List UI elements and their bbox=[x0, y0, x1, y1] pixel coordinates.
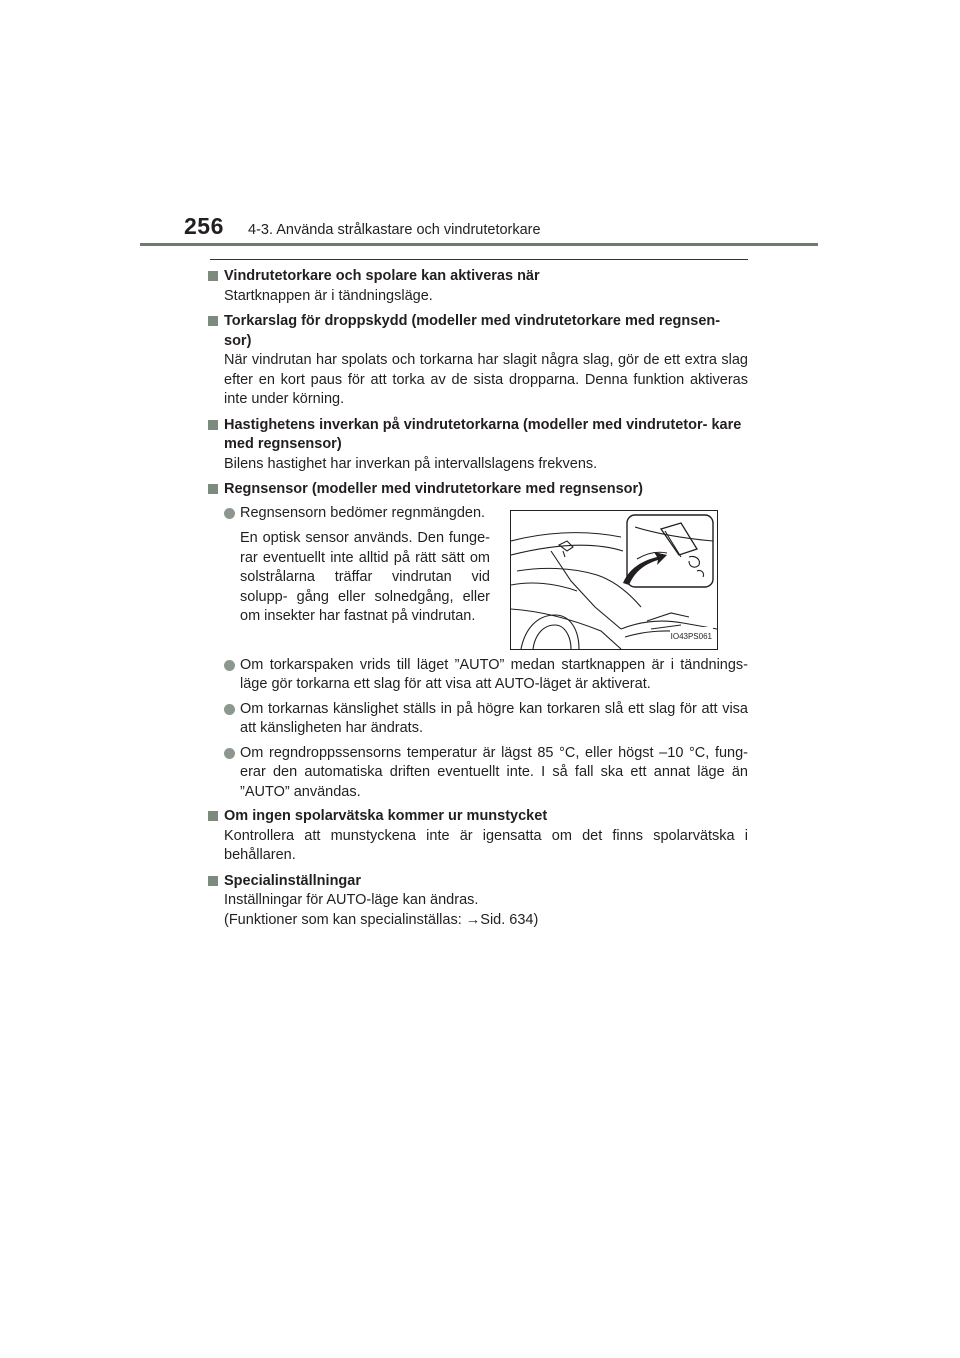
square-bullet-icon bbox=[208, 271, 218, 281]
page-number: 256 bbox=[184, 213, 224, 239]
section-body: När vindrutan har spolats och torkarna har slagit några slag, gör de ett extra slag efter en kort paus för att torka av de sista dropparna. Denna funktion aktiveras inte under körning. bbox=[224, 352, 748, 407]
header-rule bbox=[140, 243, 818, 246]
section-speed-influence bbox=[208, 416, 748, 475]
section-wiper-activation bbox=[208, 267, 748, 306]
square-bullet-icon bbox=[208, 316, 218, 326]
list-item: Regnsensorn bedömer regnmängden. bbox=[224, 504, 490, 524]
section-heading: Torkarslag för droppskydd (modeller med vindrutetorkare med regnsen- sor) bbox=[224, 313, 721, 349]
section-heading: Specialinställningar bbox=[224, 872, 361, 889]
section-rain-sensor bbox=[208, 480, 748, 500]
square-bullet-icon bbox=[208, 420, 218, 430]
content-rule bbox=[210, 259, 748, 260]
section-heading: Om ingen spolarvätska kommer ur munstycket bbox=[224, 808, 548, 824]
page-reference-link[interactable]: (Funktioner som kan specialinställas: →Sid. 634) bbox=[224, 911, 539, 928]
list-item: Om torkarnas känslighet ställs in på högre kan torkaren slå ett slag för att visa att känsligheten har ändrats. bbox=[208, 700, 748, 739]
square-bullet-icon bbox=[208, 876, 218, 886]
section-heading: Hastighetens inverkan på vindrutetorkarna (modeller med vindrutetor- kare med regnsensor) bbox=[224, 416, 742, 452]
figure-code: IO43PS061 bbox=[670, 627, 713, 647]
section-heading: Regnsensor (modeller med vindrutetorkare med regnsensor) bbox=[224, 481, 643, 497]
rain-sensor-illustration bbox=[510, 510, 718, 650]
round-bullet-icon bbox=[224, 704, 235, 715]
section-body: Startknappen är i tändningsläge. bbox=[224, 287, 433, 304]
section-body: Kontrollera att munstyckena inte är igensatta om det finns spolarvätska i behållaren. bbox=[224, 827, 748, 863]
section-body bbox=[208, 891, 748, 930]
sensor-detail-text: En optisk sensor används. Den funge- rar eventuellt inte alltid på rätt sätt om solstrålarna träffar vindrutan vid solupp- gång eller solnedgång, eller om insekter har fastnat på vindrutan. bbox=[240, 530, 490, 624]
square-bullet-icon bbox=[208, 811, 218, 821]
special-line: Inställningar för AUTO-läge kan ändras. bbox=[224, 892, 479, 908]
section-title: 4-3. Använda strålkastare och vindrutetorkare bbox=[248, 222, 541, 238]
list-item: Om regndroppssensorns temperatur är lägst 85 °C, eller högst –10 °C, fung- erar den automatiska driften eventuellt inte. I så fall ska ett annat läge än ”AUTO” användas. bbox=[208, 744, 748, 803]
round-bullet-icon bbox=[224, 748, 235, 759]
section-no-washer-fluid bbox=[208, 807, 748, 866]
round-bullet-icon bbox=[224, 660, 235, 671]
section-heading: Vindrutetorkare och spolare kan aktiveras när bbox=[224, 268, 540, 284]
section-special-settings bbox=[208, 872, 748, 931]
section-body: Bilens hastighet har inverkan på intervallslagens frekvens. bbox=[224, 455, 598, 472]
list-item: Om torkarspaken vrids till läget ”AUTO” medan startknappen är i tändnings- läge gör torkarna ett slag för att visa att AUTO-läget är aktiverat. bbox=[208, 656, 748, 695]
round-bullet-icon bbox=[224, 508, 235, 519]
square-bullet-icon bbox=[208, 484, 218, 494]
section-drip-protection bbox=[208, 312, 748, 410]
page-content bbox=[208, 267, 748, 936]
